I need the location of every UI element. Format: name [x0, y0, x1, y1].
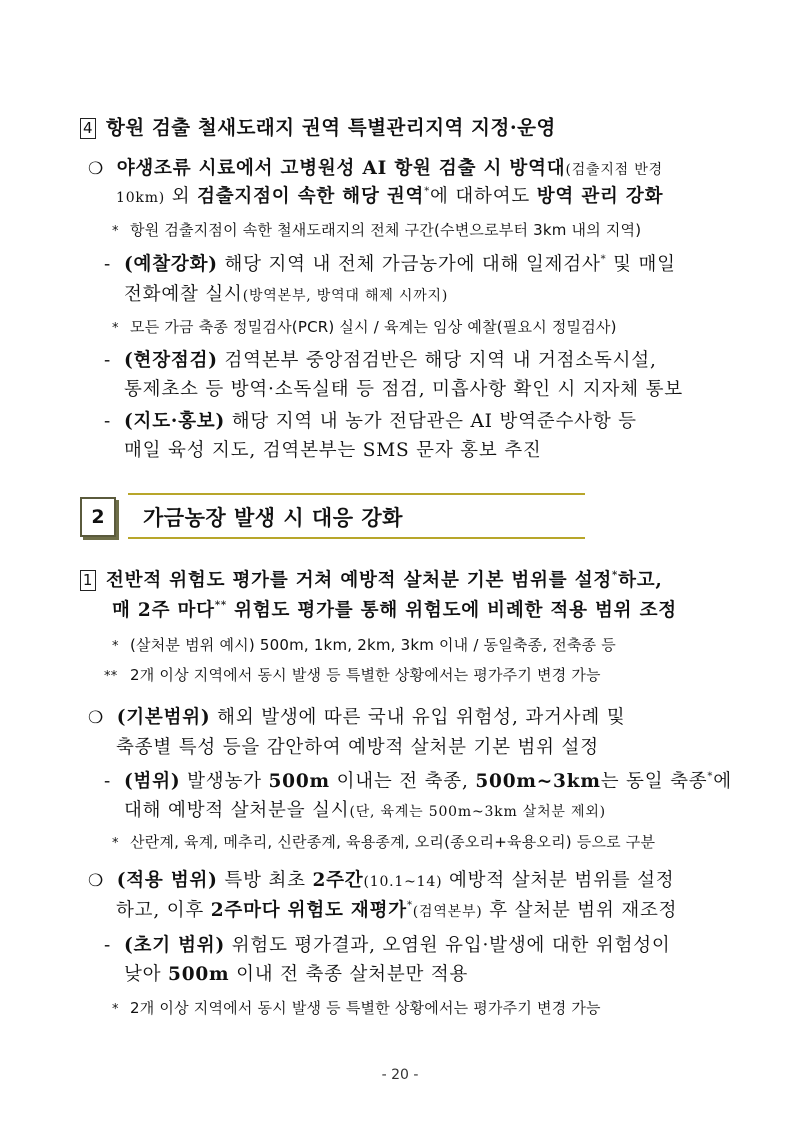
dash-item-cont: 대해 예방적 살처분을 실시(단, 육계는 500m~3km 살처분 제외) [124, 800, 606, 821]
paragraph-line: 하고, 이후 2주마다 위험도 재평가*(검역본부) 후 살처분 범위 재조정 [116, 900, 678, 921]
footnote: ** 2개 이상 지역에서 동시 발생 등 특별한 상황에서는 평가주기 변경 가능 [104, 666, 601, 684]
subsection-heading-1: 1 전반적 위험도 평가를 거쳐 예방적 살처분 기본 범위를 설정*하고, [80, 566, 663, 592]
section-rule [128, 493, 585, 495]
paragraph-line: 축종별 특성 등을 감안하여 예방적 살처분 기본 범위 설정 [116, 737, 599, 758]
page-number: - 20 - [381, 1067, 419, 1083]
paragraph-line: 10km) 외 검출지점이 속한 해당 권역*에 대하여도 방역 관리 강화 [116, 186, 664, 207]
dash-item-cont: 낮아 500m 이내 전 축종 살처분만 적용 [124, 964, 469, 985]
section-number-box: 2 [80, 497, 116, 537]
footnote: * 산란계, 육계, 메추리, 신란종계, 육용종계, 오리(종오리+육용오리) 등으로 구분 [112, 833, 656, 851]
subsection-heading-cont: 매 2주 마다** 위험도 평가를 통해 위험도에 비례한 적용 범위 조정 [112, 600, 677, 621]
footnote: * 2개 이상 지역에서 동시 발생 등 특별한 상황에서는 평가주기 변경 가능 [112, 999, 601, 1017]
dash-item-cont: 전화예찰 실시(방역본부, 방역대 해제 시까지) [124, 284, 449, 305]
circle-bullet-icon: ❍ [88, 871, 105, 891]
footnote: * 항원 검출지점이 속한 철새도래지의 전체 구간(수변으로부터 3km 내의 지역) [112, 221, 642, 239]
subsection-number: 4 [80, 118, 96, 139]
subsection-title: 항원 검출 철새도래지 권역 특별관리지역 지정·운영 [106, 116, 556, 139]
footnote: * (살처분 범위 예시) 500m, 1km, 2km, 3km 이내 / 동일축종, 전축종 등 [112, 636, 616, 654]
section-rule [128, 537, 585, 539]
paragraph-line: ❍ (적용 범위) 특방 최초 2주간(10.1~14) 예방적 살처분 범위를 설정 [88, 870, 675, 891]
dash-item: - (범위) 발생농가 500m 이내는 전 축종, 500m~3km는 동일 축종*에 [104, 771, 732, 792]
circle-bullet-icon: ❍ [88, 159, 105, 179]
dash-item-cont: 통제초소 등 방역·소독실태 등 점검, 미흡사항 확인 시 지자체 통보 [124, 379, 683, 400]
dash-item: - (지도·홍보) 해당 지역 내 농가 전담관은 AI 방역준수사항 등 [104, 411, 637, 432]
section-title: 가금농장 발생 시 대응 강화 [143, 506, 403, 530]
footnote: * 모든 가금 축종 정밀검사(PCR) 실시 / 육계는 임상 예찰(필요시 정밀검사) [112, 318, 617, 336]
dash-item-cont: 매일 육성 지도, 검역본부는 SMS 문자 홍보 추진 [124, 440, 542, 461]
dash-item: - (초기 범위) 위험도 평가결과, 오염원 유입·발생에 대한 위험성이 [104, 935, 671, 956]
paragraph-line: ❍ (기본범위) 해외 발생에 따른 국내 유입 위험성, 과거사례 및 [88, 707, 626, 728]
paragraph-line: ❍ 야생조류 시료에서 고병원성 AI 항원 검출 시 방역대(검출지점 반경 [88, 158, 663, 179]
circle-bullet-icon: ❍ [88, 708, 105, 728]
dash-item: - (예찰강화) 해당 지역 내 전체 가금농가에 대해 일제검사* 및 매일 [104, 254, 676, 275]
subsection-heading-4 [80, 112, 556, 140]
dash-item: - (현장점검) 검역본부 중앙점검반은 해당 지역 내 거점소독시설, [104, 350, 657, 371]
